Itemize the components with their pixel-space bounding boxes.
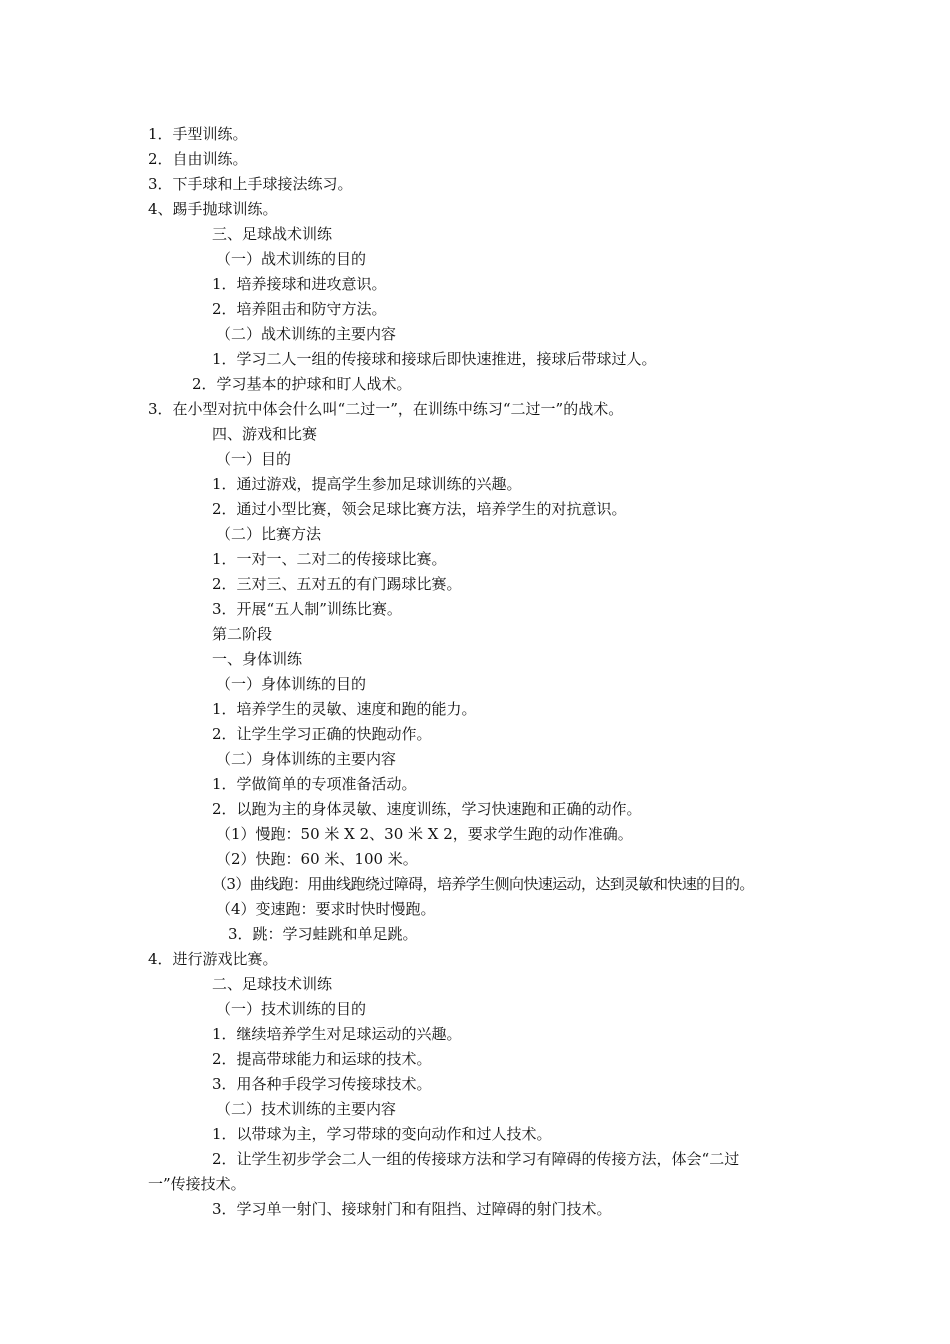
text-line: 3．用各种手段学习传接球技术。 (212, 1075, 432, 1093)
text-line: 一”传接技术。 (148, 1175, 246, 1193)
text-line: 2．让学生初步学会二人一组的传接球方法和学习有障碍的传接方法，体会“二过 (212, 1150, 740, 1168)
text-line: 1．一对一、二对二的传接球比赛。 (212, 550, 447, 568)
text-line: 4．进行游戏比赛。 (148, 950, 278, 968)
section-heading: 一、身体训练 (212, 650, 303, 668)
text-line: 3．跳：学习蛙跳和单足跳。 (228, 925, 418, 943)
text-line: 3．学习单一射门、接球射门和有阻挡、过障碍的射门技术。 (212, 1200, 612, 1218)
text-line: 1．培养接球和进攻意识。 (212, 275, 387, 293)
text-line: 1．继续培养学生对足球运动的兴趣。 (212, 1025, 462, 1043)
subsection-heading: （二）比赛方法 (216, 525, 322, 543)
text-line: 1．培养学生的灵敏、速度和跑的能力。 (212, 700, 477, 718)
text-line: （4）变速跑：要求时快时慢跑。 (216, 900, 436, 918)
subsection-heading: （二）战术训练的主要内容 (216, 325, 397, 343)
text-line: 2．让学生学习正确的快跑动作。 (212, 725, 432, 743)
text-line: 2．三对三、五对五的有门踢球比赛。 (212, 575, 462, 593)
text-line: 1．手型训练。 (148, 125, 248, 143)
text-line: 3．开展“五人制”训练比赛。 (212, 600, 402, 618)
subsection-heading: （一）身体训练的目的 (216, 675, 367, 693)
text-line: 4、踢手抛球训练。 (148, 200, 278, 218)
text-line: （1）慢跑：50 米 X 2、30 米 X 2，要求学生跑的动作准确。 (216, 825, 633, 843)
text-line: 2．自由训练。 (148, 150, 248, 168)
text-line: 2．提高带球能力和运球的技术。 (212, 1050, 432, 1068)
text-line: （3）曲线跑：用曲线跑绕过障碍，培养学生侧向快速运动，达到灵敏和快速的目的。 (212, 875, 754, 893)
text-line: （2）快跑：60 米、100 米。 (216, 850, 418, 868)
text-line: 1．学做简单的专项准备活动。 (212, 775, 417, 793)
stage-heading: 第二阶段 (212, 625, 273, 643)
text-line: 3．下手球和上手球接法练习。 (148, 175, 353, 193)
text-line: 1．通过游戏，提高学生参加足球训练的兴趣。 (212, 475, 522, 493)
subsection-heading: （一）战术训练的目的 (216, 250, 367, 268)
subsection-heading: （二）身体训练的主要内容 (216, 750, 397, 768)
section-heading: 二、足球技术训练 (212, 975, 333, 993)
text-line: 2．培养阻击和防守方法。 (212, 300, 387, 318)
subsection-heading: （一）技术训练的目的 (216, 1000, 367, 1018)
text-line: 2．学习基本的护球和盯人战术。 (192, 375, 412, 393)
text-line: 2．通过小型比赛，领会足球比赛方法，培养学生的对抗意识。 (212, 500, 627, 518)
text-line: 1．以带球为主，学习带球的变向动作和过人技术。 (212, 1125, 552, 1143)
subsection-heading: （一）目的 (216, 450, 292, 468)
section-heading: 四、游戏和比赛 (212, 425, 318, 443)
text-line: 3．在小型对抗中体会什么叫“二过一”，在训练中练习“二过一”的战术。 (148, 400, 624, 418)
text-line: 2．以跑为主的身体灵敏、速度训练，学习快速跑和正确的动作。 (212, 800, 642, 818)
subsection-heading: （二）技术训练的主要内容 (216, 1100, 397, 1118)
text-line: 1．学习二人一组的传接球和接球后即快速推进，接球后带球过人。 (212, 350, 657, 368)
section-heading: 三、足球战术训练 (212, 225, 333, 243)
